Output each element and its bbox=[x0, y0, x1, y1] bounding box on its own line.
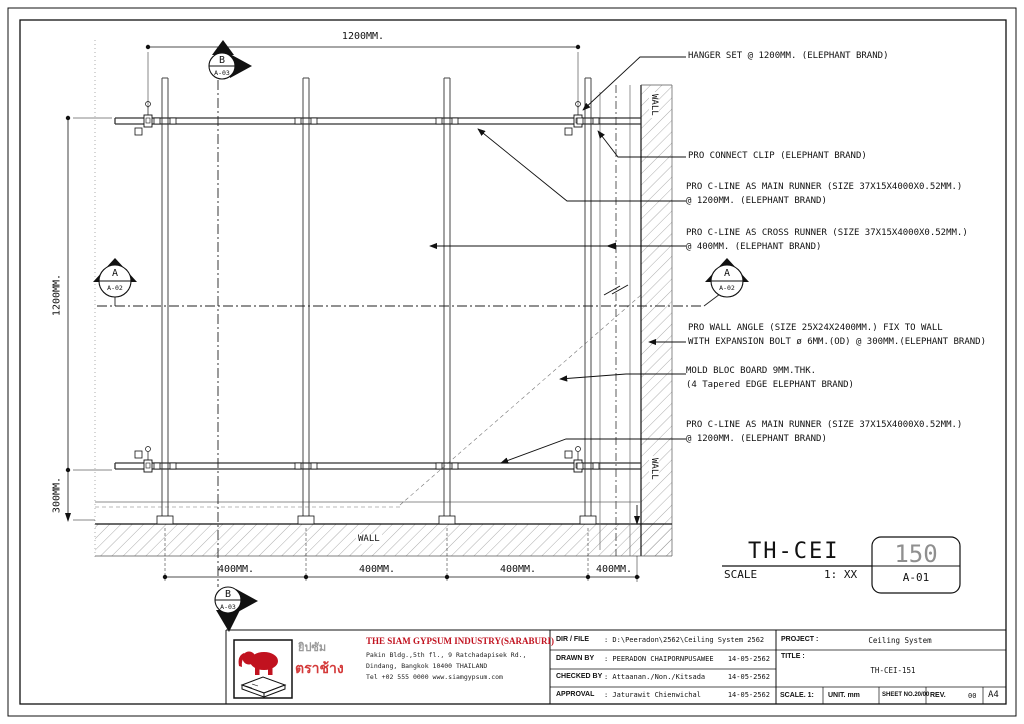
row-dir-file-value: : D:\Peeradon\2562\Ceiling System 2562 bbox=[604, 636, 765, 644]
row-drawn-by-value: : PEERADON CHAIPORNPUSAWEE bbox=[604, 655, 714, 663]
marker-a-left-letter: A bbox=[111, 268, 119, 279]
dim-bottom-3: 400MM. bbox=[499, 564, 537, 575]
dim-bottom-4: 400MM. bbox=[595, 564, 633, 575]
section-lines bbox=[97, 80, 720, 587]
unit-cell: UNIT. mm bbox=[828, 692, 860, 699]
row-dir-file-label: DIR / FILE bbox=[556, 636, 590, 643]
annotation-cross-runner-2: @ 400MM. (ELEPHANT BRAND) bbox=[686, 242, 822, 252]
wall-angle-lines bbox=[95, 85, 641, 556]
company-name: THE SIAM GYPSUM INDUSTRY(SARABURI) bbox=[366, 636, 554, 646]
title-value: TH-CEI-151 bbox=[870, 666, 916, 675]
dim-left-lower: 300MM. bbox=[51, 476, 63, 514]
dim-bottom-1: 400MM. bbox=[217, 564, 255, 575]
title-label: TITLE : bbox=[781, 653, 805, 660]
main-runners bbox=[115, 118, 641, 469]
marker-b-bottom-sheet: A-03 bbox=[220, 603, 236, 611]
connect-clip-symbols bbox=[154, 118, 599, 469]
company-thai-line2: ตราช้าง bbox=[295, 661, 344, 677]
row-approval-value: : Jaturawit Chienwichal bbox=[604, 691, 701, 699]
scale-value: 1: XX bbox=[824, 568, 858, 581]
cross-runners bbox=[162, 78, 591, 524]
company-address-3: Tel +02 555 0000 www.siamgypsum.com bbox=[366, 673, 503, 681]
scale-cell: SCALE. 1: bbox=[780, 692, 814, 699]
elephant-logo bbox=[234, 640, 292, 698]
annotation-main-runner-top-2: @ 1200MM. (ELEPHANT BRAND) bbox=[686, 196, 827, 206]
annotation-mold-bloc-1: MOLD BLOC BOARD 9MM.THK. bbox=[686, 366, 817, 376]
marker-a-left-sheet: A-02 bbox=[107, 284, 123, 292]
annotation-main-runner-bottom-2: @ 1200MM. (ELEPHANT BRAND) bbox=[686, 434, 827, 444]
rev-label: REV. bbox=[930, 692, 946, 699]
board-edge-dashed bbox=[400, 295, 641, 505]
annotation-main-runner-top-1: PRO C-LINE AS MAIN RUNNER (SIZE 37X15X4000X0.52MM.) bbox=[686, 182, 963, 192]
rev-value: 00 bbox=[968, 692, 977, 700]
annotation-hanger-set: HANGER SET @ 1200MM. (ELEPHANT BRAND) bbox=[688, 51, 889, 61]
dim-left-upper: 1200MM. bbox=[51, 273, 63, 317]
annotation-main-runner-bottom-1: PRO C-LINE AS MAIN RUNNER (SIZE 37X15X4000X0.52MM.) bbox=[686, 420, 963, 430]
hanger-set-symbols bbox=[135, 102, 582, 473]
row-checked-by-value: : Attaanan./Non./Kitsada bbox=[604, 673, 706, 681]
marker-b-top-letter: B bbox=[218, 55, 226, 66]
wall-label-bottom: WALL bbox=[358, 534, 380, 544]
annotation-wall-angle-1: PRO WALL ANGLE (SIZE 25X24X2400MM.) FIX TO WALL bbox=[688, 323, 943, 333]
wall-label-right-bottom: WALL bbox=[649, 458, 659, 480]
marker-b-bottom-letter: B bbox=[224, 589, 232, 600]
sheet-no-cell: SHEET NO.20/00 bbox=[882, 692, 930, 698]
project-value: Ceiling System bbox=[868, 636, 932, 645]
marker-a-right-letter: A bbox=[723, 268, 731, 279]
annotation-connect-clip: PRO CONNECT CLIP (ELEPHANT BRAND) bbox=[688, 151, 867, 161]
marker-b-top-sheet: A-03 bbox=[214, 69, 230, 77]
row-checked-by-label: CHECKED BY bbox=[556, 673, 603, 680]
row-approval-label: APPROVAL bbox=[556, 691, 595, 698]
annotation-mold-bloc-2: (4 Tapered EDGE ELEPHANT BRAND) bbox=[686, 380, 854, 390]
company-thai-line1: ยิปซัม bbox=[298, 641, 327, 654]
dim-top: 1200MM. bbox=[341, 31, 385, 42]
scale-label: SCALE bbox=[724, 568, 758, 581]
page-border bbox=[8, 8, 1016, 716]
corner-arrow bbox=[634, 505, 640, 525]
drawing-code: TH-CEI bbox=[748, 539, 840, 564]
row-drawn-by-date: 14-05-2562 bbox=[727, 655, 770, 663]
row-checked-by-date: 14-05-2562 bbox=[727, 673, 770, 681]
company-address-2: Dindang, Bangkok 10400 THAILAND bbox=[366, 662, 488, 670]
annotation-cross-runner-1: PRO C-LINE AS CROSS RUNNER (SIZE 37X15X4000X0.52MM.) bbox=[686, 228, 968, 238]
dim-bottom-2: 400MM. bbox=[358, 564, 396, 575]
paper-size: A4 bbox=[988, 690, 999, 700]
row-approval-date: 14-05-2562 bbox=[727, 691, 770, 699]
detail-number: 150 bbox=[894, 540, 938, 568]
runner-end-caps bbox=[157, 516, 596, 524]
marker-a-right-sheet: A-02 bbox=[719, 284, 735, 292]
detail-sheet-ref: A-01 bbox=[902, 571, 930, 584]
wall-label-right-top: WALL bbox=[649, 94, 659, 116]
row-drawn-by-label: DRAWN BY bbox=[556, 655, 595, 662]
project-label: PROJECT : bbox=[781, 636, 819, 643]
company-address-1: Pakin Bldg.,5th fl., 9 Ratchadapisek Rd., bbox=[366, 651, 527, 659]
annotation-wall-angle-2: WITH EXPANSION BOLT ø 6MM.(OD) @ 300MM.(ELEPHANT BRAND) bbox=[688, 337, 987, 347]
